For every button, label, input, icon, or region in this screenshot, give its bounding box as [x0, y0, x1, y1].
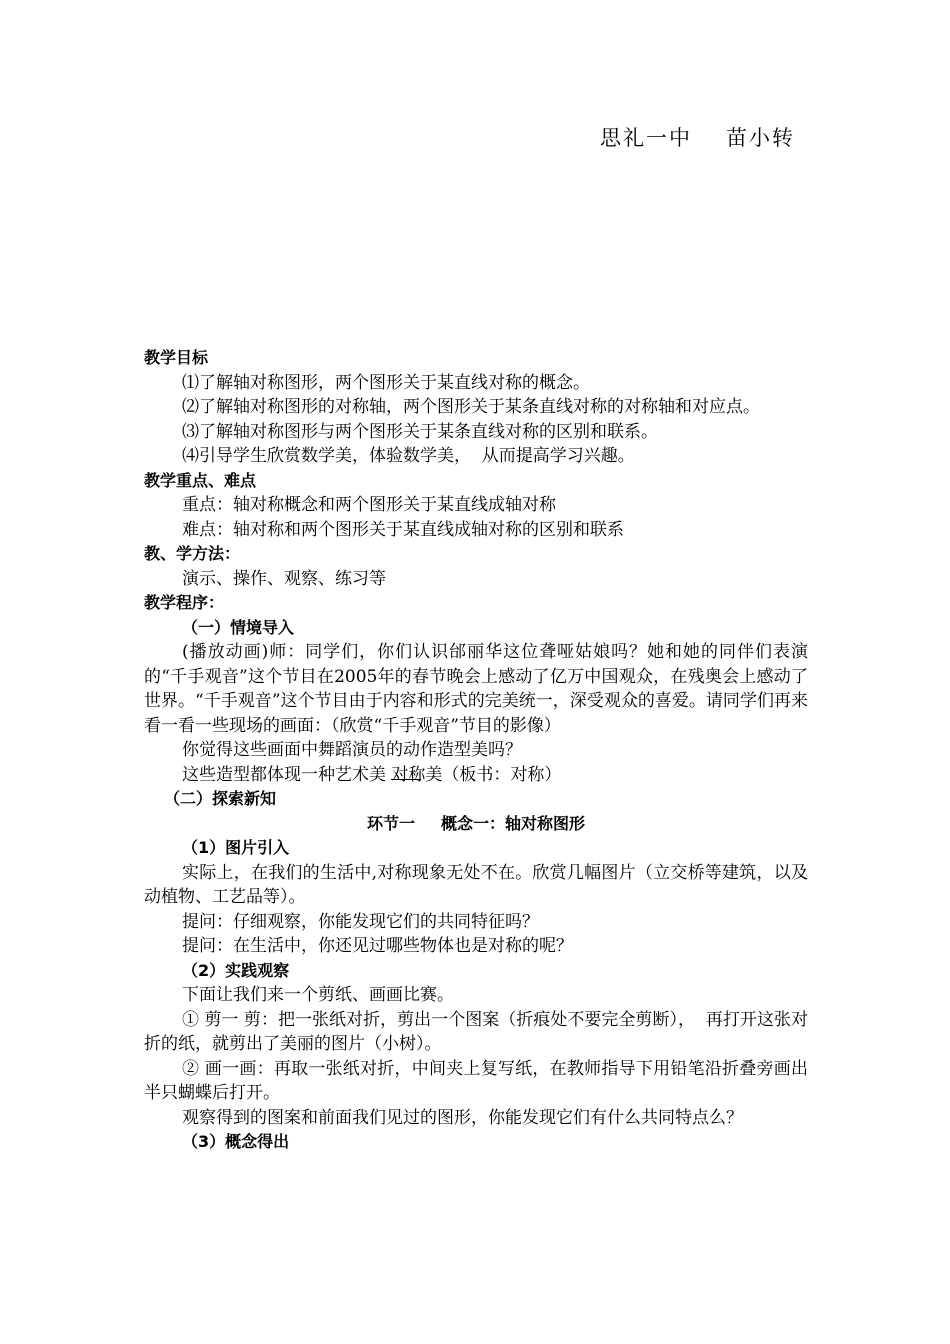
part1-paragraph-1: (播放动画)师：同学们，你们认识邰丽华这位聋哑姑娘吗？她和她的同伴们表演的“千手观音”这个节目在2005年的春节晚会上感动了亿万中国观众，在残奥会上感动了世界。“千手观音”这个节目由于内容和形式的完美统一，深受观众的喜爱。请同学们再来看一看一些现场的画面：（欣赏“千手观音”节目的影像）: [144, 642, 808, 736]
document-body: [144, 346, 808, 1155]
link1-concept: 概念一：轴对称图形: [441, 813, 586, 833]
methods-heading: 教、学方法：: [144, 544, 241, 563]
step2-paragraph-3: ② 画一画：再取一张纸对折，中间夹上复写纸，在教师指导下用铅笔沿折叠旁画出半只蝴蝶后打开。: [144, 1058, 808, 1103]
part1-heading: （一）情境导入: [182, 617, 295, 637]
author-line: [600, 122, 795, 152]
step1-paragraph-3: 提问：在生活中，你还见过哪些物体也是对称的呢？: [182, 936, 573, 956]
step3-heading: （3）概念得出: [182, 1132, 290, 1151]
step1-heading: （1）图片引入: [182, 838, 290, 857]
step1-paragraph-1: 实际上，在我们的生活中,对称现象无处不在。欣赏几幅图片（立交桥等建筑，以及动植物、工艺品等）。: [144, 862, 808, 907]
step2-paragraph-4: 观察得到的图案和前面我们见过的图形，你能发现它们有什么共同特点么？: [182, 1107, 743, 1128]
step1-paragraph-2: 提问：仔细观察，你能发现它们的共同特征吗？: [182, 911, 539, 932]
goal-2: ⑵了解轴对称图形的对称轴，两个图形关于某条直线对称的对称轴和对应点。: [182, 397, 760, 417]
goal-4: ⑷引导学生欣赏数学美，体验数学美， 从而提高学习兴趣。: [182, 446, 635, 466]
step2-paragraph-1: 下面让我们来一个剪纸、画画比赛。: [182, 985, 454, 1005]
teacher-name: 苗小转: [726, 126, 795, 150]
key-point: 重点：轴对称概念和两个图形关于某直线成轴对称: [182, 495, 556, 515]
goal-1: ⑴了解轴对称图形，两个图形关于某直线对称的概念。: [182, 372, 590, 393]
step2-paragraph-2: ① 剪一 剪：把一张纸对折，剪出一个图案（折痕处不要完全剪断）， 再打开这张对折的纸，就剪出了美丽的图片（小树）。: [144, 1009, 808, 1054]
link1-heading: [144, 812, 808, 837]
part1-paragraph-3a: 这些造型都体现一种艺术美: [182, 764, 392, 785]
part1-paragraph-3b: 对称美（板书：对称）: [391, 764, 562, 785]
link1-label: 环节一: [366, 813, 415, 833]
part1-paragraph-3: [144, 763, 808, 788]
step2-heading: （2）实践观察: [182, 960, 290, 980]
part1-paragraph-2: 你觉得这些画面中舞蹈演员的动作造型美吗？: [182, 740, 522, 760]
part2-heading: （二）探索新知: [164, 789, 277, 808]
difficult-point: 难点：轴对称和两个图形关于某直线成轴对称的区别和联系: [182, 519, 624, 540]
goal-3: ⑶了解轴对称图形与两个图形关于某条直线对称的区别和联系。: [182, 421, 658, 442]
methods-text: 演示、操作、观察、练习等: [182, 568, 386, 589]
procedure-heading: 教学程序：: [144, 593, 225, 612]
goals-heading: 教学目标: [144, 348, 209, 367]
keypoints-heading: 教学重点、难点: [144, 470, 257, 490]
school-name: 思礼一中: [600, 126, 692, 150]
